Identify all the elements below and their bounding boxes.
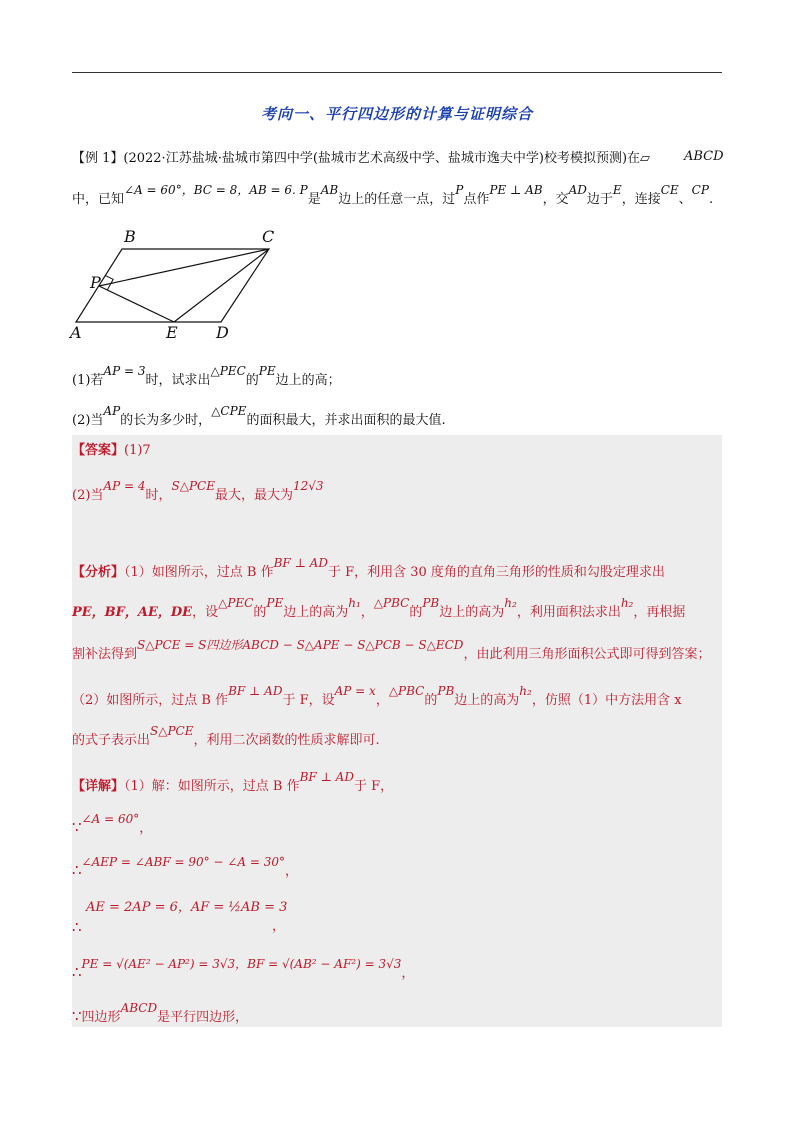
detail-line-6: ∵四边形ABCD是平行四边形，	[72, 1001, 249, 1025]
problem-line-2: 中，已知∠A = 60°，BC = 8，AB = 6. P是AB边上的任意一点，过P点作PE ⊥ AB，交AD边于E，连接CE、CP.	[72, 183, 714, 207]
analysis-line-3: 割补法得到S△PCE = S四边形ABCD − S△APE − S△PCB − S△ECD，由此利用三角形面积公式即可得到答案；	[72, 638, 711, 662]
question-2: (2)当AP的长为多少时，△CPE的面积最大，并求出面积的最大值.	[72, 404, 446, 428]
question-1: (1)若AP = 3时，试求出△PEC的PE边上的高；	[72, 364, 341, 388]
detail-line-1: 【详解】（1）解：如图所示，过点 B 作BF ⊥ AD于 F，	[72, 770, 394, 794]
header-rule	[72, 72, 722, 73]
analysis-line-1: 【分析】（1）如图所示，过点 B 作BF ⊥ AD于 F，利用含 30 度角的直角三角形的性质和勾股定理求出	[72, 556, 665, 580]
given-conditions: ∠A = 60°，BC = 8，AB = 6. P	[124, 183, 308, 197]
segment-pe	[99, 286, 174, 322]
parallelogram-abcd	[76, 249, 269, 322]
detail-line-4-end: ，	[272, 919, 286, 934]
label-p: P	[90, 273, 101, 292]
detail-line-4: ∴	[72, 918, 82, 936]
detail-line-4-math: AE = 2AP = 6，AF = ½AB = 3	[86, 900, 288, 915]
segment-pc	[99, 249, 269, 286]
detail-line-2: ∵∠A = 60°，	[72, 812, 153, 836]
answer-line-1: 【答案】(1)7	[72, 443, 151, 458]
label-b: B	[124, 227, 136, 246]
analysis-line-2: PE，BF，AE，DE，设△PEC的PE边上的高为h₁，△PBC的PB边上的高为h₂，利用面积法求出h₂，再根据	[72, 596, 686, 620]
answer-line-2: (2)当AP = 4时，S△PCE最大，最大为12√3	[72, 479, 324, 503]
label-d: D	[216, 323, 229, 342]
parallelogram-figure	[66, 226, 286, 346]
problem-line-1: 【例 1】(2022·江苏盐城·盐城市第四中学(盐城市艺术高级中学、盐城市逸夫中学)校考模拟预测)在▱	[72, 151, 651, 166]
detail-line-3: ∴∠AEP = ∠ABF = 90° − ∠A = 30°，	[72, 855, 298, 879]
section-title: 考向一、平行四边形的计算与证明综合	[260, 105, 533, 123]
problem-math-abcd: ABCD	[684, 149, 724, 164]
label-e: E	[166, 323, 178, 342]
label-a: A	[70, 323, 82, 342]
detail-line-5: ∴PE = √(AE² − AP²) = 3√3，BF = √(AB² − AF²) = 3√3，	[72, 957, 415, 981]
label-c: C	[262, 227, 275, 246]
analysis-line-4: （2）如图所示，过点 B 作BF ⊥ AD于 F，设AP = x，△PBC的PB边上的高为h₂，仿照（1）中方法用含 x	[72, 684, 682, 708]
analysis-line-5: 的式子表示出S△PCE，利用二次函数的性质求解即可.	[72, 724, 380, 748]
